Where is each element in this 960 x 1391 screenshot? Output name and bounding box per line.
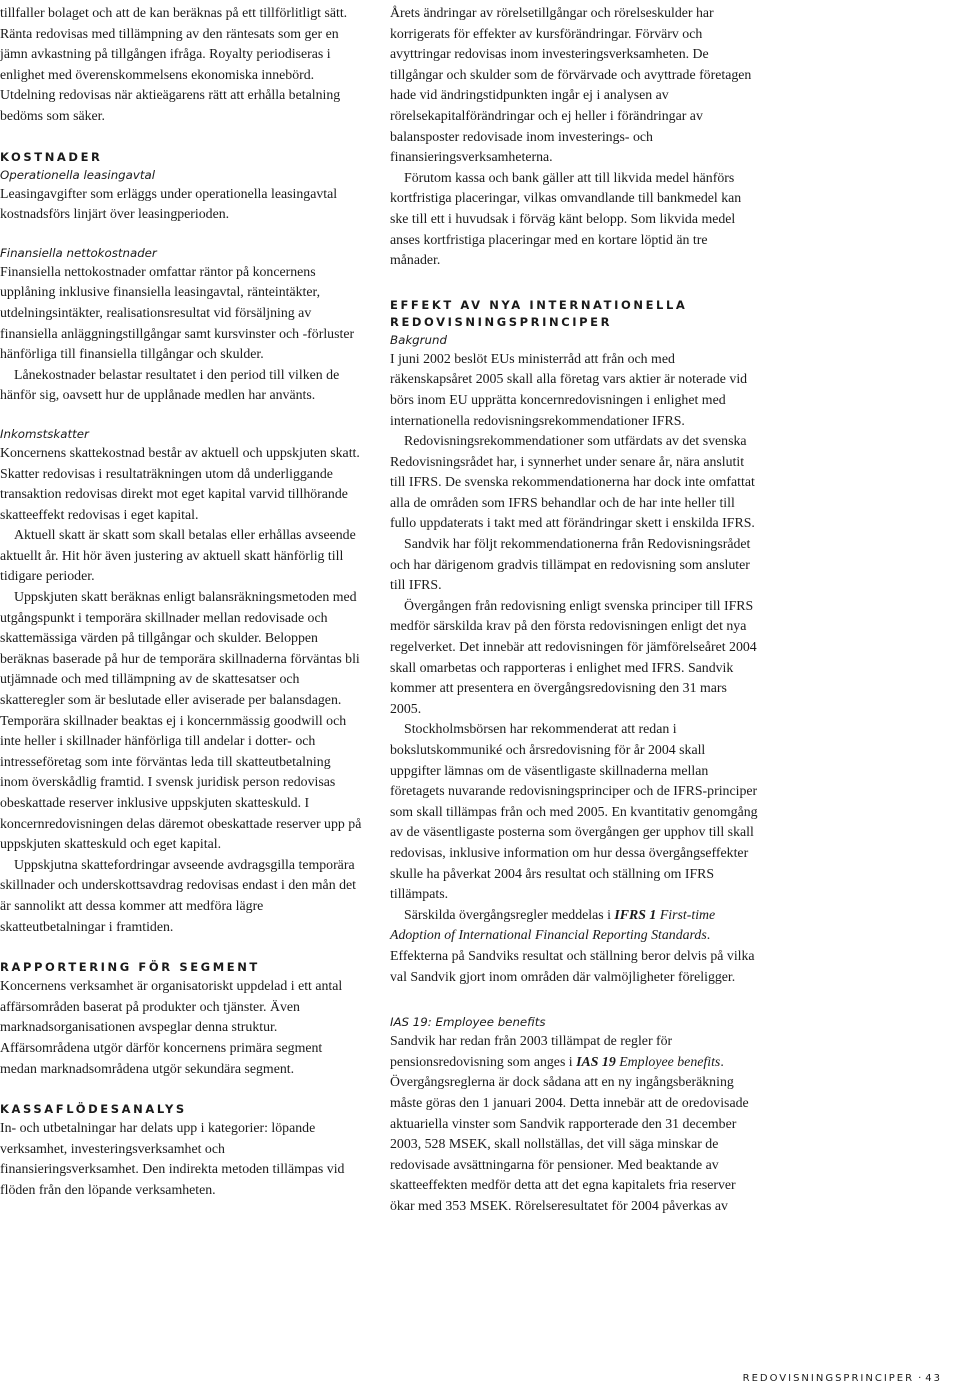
paragraph-bakgrund-5: Stockholmsbörsen har rekommenderat att redan i bokslutskommuniké och årsredovisning för år 2004 skall uppgifter lämnas om de väsentligaste skillnaderna mellan företagets nuvarande redovisningsprinciper och de IFRS-principer som skall tillämpas från och med 2005. En kvantitativ genomgång av de väsentligaste posterna som övergången ger upphov till skall redovisas, inklusive information om hur dessa övergångseffekter skulle ha påverkat 2004 års resultat och ställning om IFRS tillämpats. xyxy=(390,721,758,902)
heading-effekt-line-2: REDOVISNINGSPRINCIPER xyxy=(390,314,613,329)
paragraph-bakgrund-2: Redovisningsrekommendationer som utfärdats av det svenska Redovisningsrådet har, i synnerhet under senare år, nära anslutit till IFRS. De svenska rekommendationerna har dock inte omfattat alla de områden som IFRS behandlar och de har inte heller till fullo uppdaterats i takt med att förändringar skett i enskilda IFRS. xyxy=(390,433,755,531)
paragraph-skatt-2: Aktuell skatt är skatt som skall betalas eller erhållas avseende aktuellt år. Hit hör även justering av aktuell skatt hänförlig till tidigare perioder. xyxy=(0,527,356,584)
left-column xyxy=(0,3,362,1201)
reference-ias-19-title: Employee benefits xyxy=(615,1053,721,1069)
footer-page-number: 43 xyxy=(925,1373,942,1384)
paragraph-bakgrund-6 xyxy=(390,905,758,987)
paragraph-segment: Koncernens verksamhet är organisatoriskt uppdelad i ett antal affärsområden baserat på produkter och tjänster. Även marknadsorganisationen avspeglar denna struktur. Affärsområdena utgör därför koncernens primära segment medan marknadsområdena utgör sekundära segment. xyxy=(0,978,343,1076)
paragraph-bakgrund-1: I juni 2002 beslöt EUs ministerråd att från och med räkenskapsåret 2005 skall alla företag vars aktier är noterade vid börs inom EU upprätta koncernredovisningen i enlighet med internationella redovisningsrekommendationer IFRS. xyxy=(390,350,748,428)
paragraph-skatt-4: Uppskjutna skattefordringar avseende avdragsgilla temporära skillnader och underskottsavdrag redovisas endast i den mån det är sannolikt att dessa kommer att medföra lägre skatteutbetalningar i framtiden. xyxy=(0,856,356,934)
reference-ifrs-1-title: First-time Adoption of International Financial Reporting Standards xyxy=(390,906,716,943)
right-column xyxy=(390,3,758,1216)
page-footer xyxy=(743,1373,942,1384)
paragraph-right-2: Förutom kassa och bank gäller att till likvida medel hänförs kortfristiga placeringar, vilkas omvandlande till bankmedel kan ske till ett i huvudsak i förväg känt belopp. Som likvida medel anses kortfristiga placeringar med en kortare löptid än tre månader. xyxy=(390,169,742,268)
heading-kostnader: KOSTNADER xyxy=(0,149,103,164)
paragraph-finans-2: Lånekostnader belastar resultatet i den period till vilken de hänför sig, oavsett hur de upplånade medlen har använts. xyxy=(0,366,340,403)
paragraph-bakgrund-3: Sandvik har följt rekommendationerna från Redovisningsrådet och har därigenom gradvis tillämpat en redovisning som ansluter till IFRS. xyxy=(390,536,751,593)
reference-ias-19: IAS 19 xyxy=(576,1053,616,1069)
paragraph-intro: tillfaller bolaget och att de kan beräknas på ett tillförlitligt sätt. Ränta redovisas med tillämpning av den räntesats som ger en jämn avkastning på tillgången ifråga. Royalty periodiseras i enlighet med överenskommelsens ekonomiska innebörd. Utdelning redovisas när aktieägarens rätt att erhålla betalning bedöms som säker. xyxy=(0,5,348,123)
paragraph-bakgrund-4: Övergången från redovisning enligt svenska principer till IFRS medför särskilda krav på den första redovisningen enligt det nya regelverket. Det innebär att redovisningen för jämförelseåret 2004 skall omarbetas och rapporteras i enlighet med IFRS. Sandvik kommer att presentera en övergångsredovisning den 31 mars 2005. xyxy=(390,597,757,716)
heading-rapportering-for-segment: RAPPORTERING FÖR SEGMENT xyxy=(0,960,260,975)
text-run: Särskilda övergångsregler meddelas i xyxy=(404,906,615,922)
paragraph-leasing: Leasingavgifter som erläggs under operationella leasingavtal kostnadsförs linjärt över leasingperioden. xyxy=(0,185,338,222)
footer-separator: · xyxy=(918,1373,922,1384)
paragraph-skatt-1: Koncernens skattekostnad består av aktuell och uppskjuten skatt. Skatter redovisas i resultaträkningen utom då underliggande transaktion redovisas direkt mot eget kapital varvid tillhörande skatteeffekt redovisas i eget kapital. xyxy=(0,444,360,522)
text-run: . Övergångsreglerna är dock sådana att en ny ingångsberäkning måste göras den 1 januari 2004. Detta innebär att de oredovisade aktuariella vinster som Sandvik rapporterade den 31 december 2003, 528 MSEK, skall nollställas, det vill säga minskar de redovisade avsättningarna för pensioner. Med beaktande av skatteeffekten medför detta att det egna kapitalets fria reserver ökar med 353 MSEK. Rörelseresultatet för 2004 påverkas av xyxy=(390,1053,749,1213)
text-run: Sandvik har redan från 2003 tillämpat de regler för pensionsredovisning som anges i xyxy=(390,1033,673,1069)
heading-kassaflodesanalys: KASSAFLÖDESANALYS xyxy=(0,1102,187,1117)
paragraph-right-1: Årets ändringar av rörelsetillgångar och rörelseskulder har korrigerats för effekter av kursförändringar. Förvärv och avyttringar redovisas inom investeringsverksamheten. De tillgångar och skulder som de förvärvade och avyttrade företagen hade vid ändringstidpunkten ingår ej i analysen av rörelsekapitalförändringar och ej heller i förändringar av balansposter redovisade inom investerings- och finansieringsverksamheterna. xyxy=(390,5,752,165)
reference-ifrs-1: IFRS 1 xyxy=(614,906,657,922)
subheading-operationella-leasingavtal: Operationella leasingavtal xyxy=(0,167,155,182)
text-run: . Effekterna på Sandviks resultat och ställning beror delvis på vilka val Sandvik gjort inom områden där valmöjligheter föreligger. xyxy=(390,927,755,984)
subheading-inkomstskatter: Inkomstskatter xyxy=(0,426,89,441)
paragraph-kassa: In- och utbetalningar har delats upp i kategorier: löpande verksamhet, investeringsverksamhet och finansieringsverksamhet. Den indirekta metoden tillämpas vid flöden från den löpande verksamheten. xyxy=(0,1120,345,1197)
subheading-ias-19: IAS 19: Employee benefits xyxy=(390,1015,546,1030)
footer-section-title: REDOVISNINGSPRINCIPER xyxy=(742,1373,915,1384)
paragraph-skatt-3: Uppskjuten skatt beräknas enligt balansräkningsmetoden med utgångspunkt i temporära skillnader mellan redovisade och skattemässiga värden på tillgångar och skulder. Beloppen beräknas baserade på hur de temporära skillnaderna förväntas bli utjämnade och med tillämpning av de skattesatser och skatteregler som är beslutade eller aviserade per balansdagen. Temporära skillnader beaktas ej i koncernmässig goodwill och inte heller i skillnader hänförliga till andelar i dotter- och intresseföretag som inte förväntas leda till skatteutbetalning inom överskådlig framtid. I svensk juridisk person redovisas obeskattade reserver inklusive uppskjuten skatteskuld. I koncernredovisningen delas däremot obeskattade reserver upp på uppskjuten skatteskuld och eget kapital. xyxy=(0,589,362,852)
subheading-finansiella-nettokostnader: Finansiella nettokostnader xyxy=(0,245,157,260)
paragraph-finans-1: Finansiella nettokostnader omfattar räntor på koncernens upplåning inklusive finansiella leasingavtal, ränteintäkter, utdelningsintäkter, realisationsresultat vid försäljning av finansiella anläggningstillgångar samt kursvinster och -förluster hänförliga till finansiella tillgångar och skulder. xyxy=(0,263,355,362)
heading-effekt-line-1: EFFEKT AV NYA INTERNATIONELLA xyxy=(390,297,688,312)
subheading-bakgrund: Bakgrund xyxy=(390,332,447,347)
paragraph-ias-19 xyxy=(390,1031,758,1216)
